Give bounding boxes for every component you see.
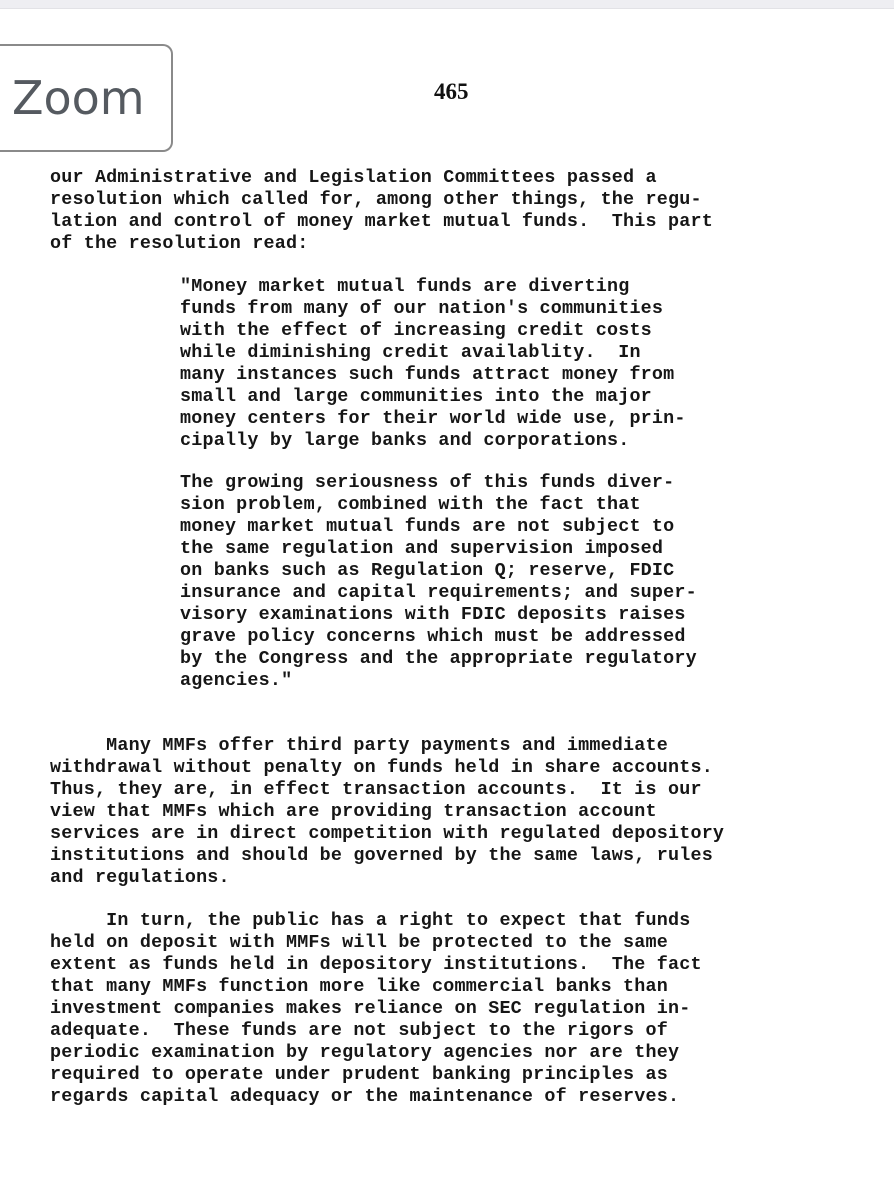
page-number: 465 [434, 79, 469, 104]
paragraph-mmfs-transaction-accounts: Many MMFs offer third party payments and immediate withdrawal without penalty on funds held in share accounts. Thus, they are, in effect transaction accounts. It is our view that MMFs which are providing transaction account services are in direct competition with regulated depository institutions and should be governed by the same laws, rules and regulations. [50, 735, 725, 888]
paragraph-resolution-intro: our Administrative and Legislation Committees passed a resolution which called for, among other things, the regu- lation and control of money market mutual funds. This part of the resolution read: [50, 167, 713, 254]
viewer-top-strip [0, 0, 894, 9]
block-quote-paragraph-2: The growing seriousness of this funds diver- sion problem, combined with the fact that money market mutual funds are not subject to the same regulation and supervision imposed on banks such as Regulation Q; reserve, FDIC insurance and capital requirements; and super- visory examinations with FDIC deposits raises grave policy concerns which must be addressed by the Congress and the appropriate regulatory agencies." [180, 472, 697, 691]
paragraph-public-expectation: In turn, the public has a right to expect that funds held on deposit with MMFs will be protected to the same extent as funds held in depository institutions. The fact that many MMFs function more like commercial banks than investment companies makes reliance on SEC regulation in- adequate. These funds are not subject to the rigors of periodic examination by regulatory agencies nor are they required to operate under prudent banking principles as regards capital adequacy or the maintenance of reserves. [50, 910, 702, 1107]
block-quote-paragraph-1: "Money market mutual funds are diverting funds from many of our nation's communities with the effect of increasing credit costs while diminishing credit availablity. In many instances such funds attract money from small and large communities into the major money centers for their world wide use, prin- cipally by large banks and corporations. [180, 276, 686, 451]
zoom-button[interactable]: Zoom [0, 44, 173, 152]
